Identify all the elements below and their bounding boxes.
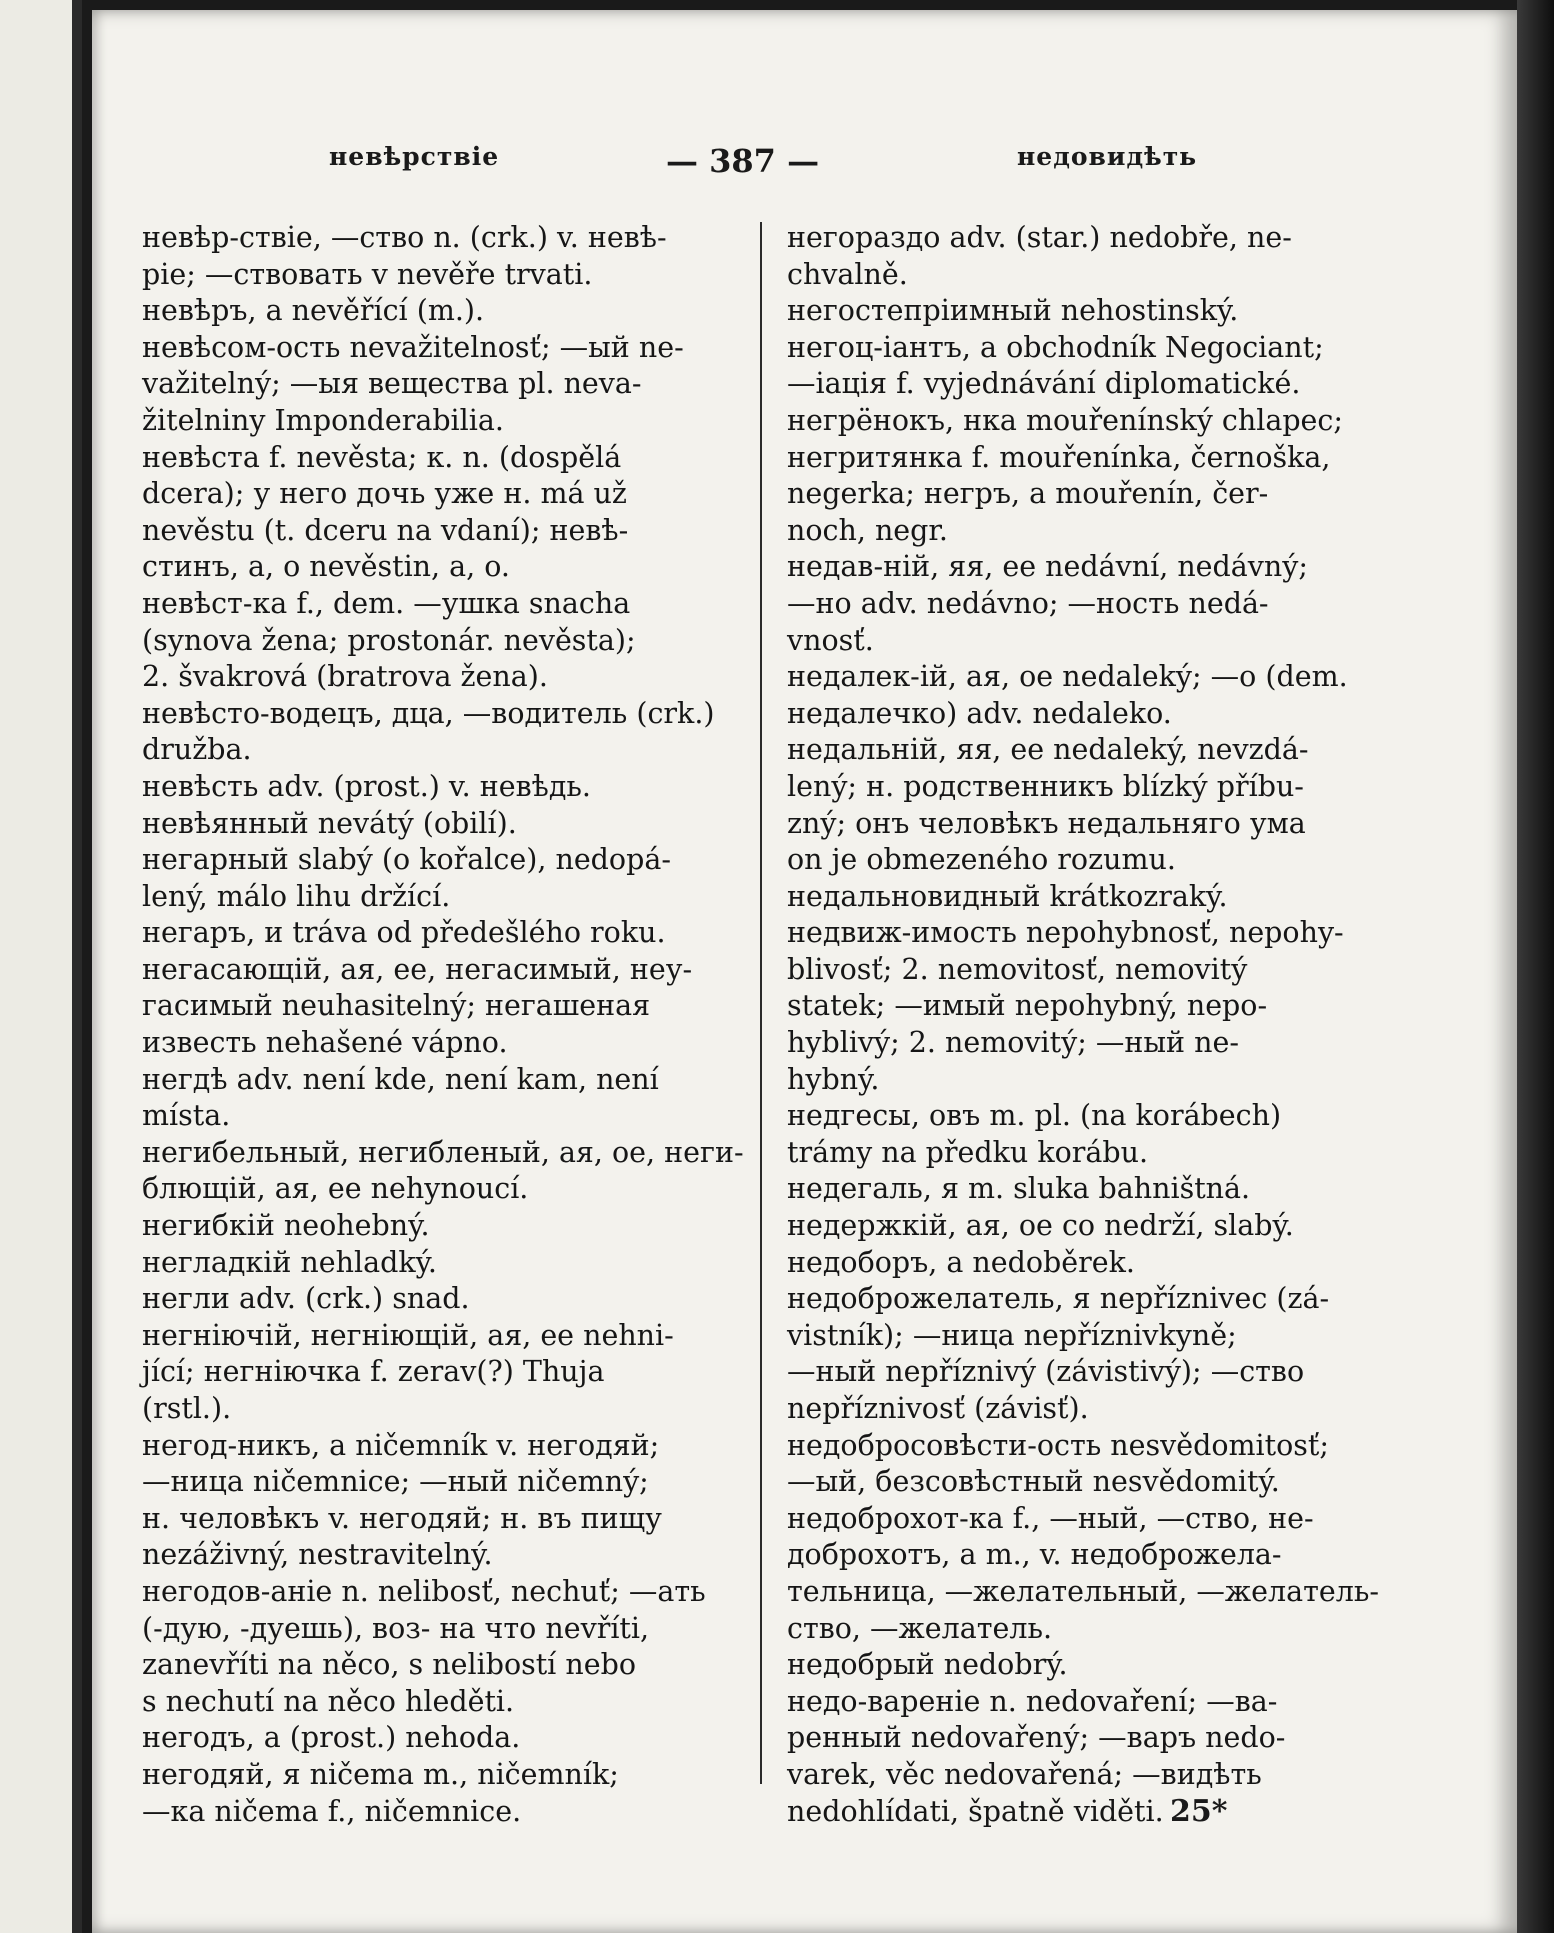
dictionary-entry (142, 293, 732, 330)
entry-line: негритянка f. mouřenínka, černoška, (787, 440, 1331, 474)
entry-line: —ница ničemnice; —ный ničemný; (142, 1465, 649, 1499)
entry-line: недалек-ій, ая, ое nedaleký; —о (dem. (787, 660, 1348, 694)
entry-line: негрёнокъ, нка mouřenínský chlapec; (787, 403, 1343, 437)
entry-line: trámy na předku korábu. (787, 1135, 1149, 1169)
dictionary-entry (787, 732, 1487, 878)
entry-line: nedohlídati, špatně viděti. (787, 1794, 1164, 1828)
dictionary-page (92, 10, 1517, 1933)
entry-line: негладкій nehladký. (142, 1245, 437, 1279)
entry-line: chvalně. (787, 257, 908, 291)
entry-line: on je obmezeného rozumu. (787, 843, 1176, 877)
dictionary-entry (787, 330, 1487, 403)
entry-line: —іація f. vyjednávání diplomatické. (787, 367, 1301, 401)
entry-line: недо-вареніе n. nedovaření; —ва- (787, 1684, 1278, 1718)
dictionary-entry (787, 1281, 1487, 1427)
entry-line: невѣр-ствіе, —ство n. (crk.) v. невѣ- (142, 221, 667, 254)
entry-line: недегаль, я m. sluka bahništná. (787, 1172, 1251, 1206)
dictionary-entry (142, 915, 732, 952)
entry-line: недобросовѣсти-ость nesvědomitosť; (787, 1428, 1329, 1462)
dictionary-entry (787, 659, 1487, 732)
dictionary-entry (787, 549, 1487, 659)
entry-line: (synova žena; prostonár. nevěsta); (142, 623, 636, 657)
entry-line: недоброжелатель, я nepříznivec (zá- (787, 1282, 1330, 1316)
running-header (92, 142, 1517, 182)
entry-line: —ка ničema f., ničemnice. (142, 1794, 522, 1828)
entry-line: негдѣ adv. není kde, není kam, není (142, 1062, 659, 1096)
dictionary-entry (142, 806, 732, 843)
entry-line: družba. (142, 733, 252, 767)
entry-line: недальновидный krátkozraký. (787, 879, 1228, 913)
entry-line: невѣянный nevátý (obilí). (142, 806, 517, 840)
entry-line: zný; онъ человѣкъ недальняго ума (787, 806, 1306, 840)
entry-line: недоброхот-ка f., —ный, —ство, не- (787, 1501, 1314, 1535)
entry-line: недав-ній, яя, ее nedávní, nedávný; (787, 550, 1308, 584)
dictionary-entry (142, 1062, 732, 1135)
dictionary-entry (142, 1135, 744, 1208)
dictionary-entry (142, 1757, 732, 1830)
entry-line: негораздо adv. (star.) nedobře, ne- (787, 221, 1292, 254)
entry-line: (-дую, -дуешь), воз- на что nevříti, (142, 1611, 650, 1645)
dictionary-entry (787, 915, 1487, 1098)
entry-line: s nechutí na něco hleděti. (142, 1684, 515, 1718)
entry-line: негарный slabý (o kořalce), nedopá- (142, 843, 671, 877)
left-column (142, 220, 744, 1830)
entry-line: невѣръ, a nevěřící (m.). (142, 294, 485, 328)
entry-line: негасающій, ая, ее, негасимый, неу- (142, 952, 693, 986)
dictionary-entry (142, 1281, 732, 1318)
entry-line: nepříznivosť (závisť). (787, 1392, 1089, 1425)
dictionary-entry (787, 1098, 1487, 1171)
entry-line: noch, negr. (787, 513, 948, 547)
scan-border (1517, 0, 1554, 1933)
entry-line: невѣсом-ость nevažitelnosť; —ый ne- (142, 330, 684, 364)
entry-line: недобрый nedobrý. (787, 1648, 1068, 1682)
entry-line: ство, —желатель. (787, 1611, 1053, 1645)
entry-line: hyblivý; 2. nemovitý; —ный ne- (787, 1026, 1239, 1060)
right-column (787, 220, 1487, 1830)
dictionary-entry (787, 1684, 1487, 1830)
entry-line: невѣсто-водецъ, дца, —водитель (crk.) (142, 696, 715, 730)
entry-line: недгесы, овъ m. pl. (na korábech) (787, 1099, 1282, 1133)
signature-mark: 25* (1170, 1794, 1228, 1829)
header-right-headword: недовидѣть (1017, 142, 1198, 171)
dictionary-entry (142, 1208, 732, 1245)
dictionary-entry (787, 1647, 1487, 1684)
dictionary-entry (142, 696, 732, 769)
entry-line: ренный nedovařený; —варъ nedo- (787, 1721, 1286, 1755)
dictionary-entry (142, 952, 732, 1062)
entry-line: nevěstu (t. dceru na vdaní); невѣ- (142, 513, 629, 547)
entry-line: —ый, безсовѣстный nesvědomitý. (787, 1465, 1280, 1499)
header-left-headword: невѣрствіе (329, 142, 500, 171)
entry-line: vnosť. (787, 623, 874, 657)
entry-line: негибкій neohebný. (142, 1209, 430, 1243)
entry-line: доброхотъ, a m., v. недоброжела- (787, 1538, 1282, 1572)
dictionary-entry (787, 1208, 1487, 1245)
dictionary-entry (142, 1428, 732, 1574)
entry-line: негли adv. (crk.) snad. (142, 1282, 470, 1316)
entry-line: žitelniny Imponderabilia. (142, 403, 504, 437)
entry-line: dcera); у него дочь уже н. má už (142, 477, 627, 511)
entry-line: негостепріимный nehostinský. (787, 294, 1239, 328)
entry-line: недоборъ, a nedoběrek. (787, 1245, 1135, 1279)
entry-line: невѣст-ка f., dem. —ушка snacha (142, 586, 631, 620)
entry-line: негоц-іантъ, a obchodník Negociant; (787, 330, 1324, 364)
entry-line: недалечко) adv. nedaleko. (787, 696, 1172, 730)
entry-line: blivosť; 2. nemovitosť, nemovitý (787, 952, 1248, 986)
entry-line: недвиж-имость nepohybnosť, nepohy- (787, 916, 1344, 950)
dictionary-entry (787, 1501, 1487, 1647)
entry-line: негод-никъ, a ničemník v. негодяй; (142, 1428, 660, 1462)
entry-line: pie; —ствовать v nevěře trvati. (142, 257, 593, 291)
entry-line: (rstl.). (142, 1392, 232, 1425)
entry-line: statek; —имый nepohybný, nepo- (787, 989, 1268, 1023)
dictionary-entry (142, 1245, 732, 1282)
page-number: — 387 — (666, 142, 820, 180)
dictionary-entry (787, 1428, 1487, 1501)
facing-page-edge (0, 0, 82, 1933)
dictionary-entry (787, 1245, 1487, 1282)
dictionary-entry (142, 220, 732, 293)
entry-line: негодяй, я ničema m., ničemník; (142, 1757, 619, 1791)
column-divider (760, 222, 762, 1784)
book-gutter (72, 0, 82, 1933)
entry-line: гасимый neuhasitelný; негашеная (142, 989, 651, 1023)
entry-line: —но adv. nedávno; —ность nedá- (787, 586, 1269, 620)
entry-line: негніючій, негніющій, ая, ее nehni- (142, 1318, 674, 1352)
entry-line: негодъ, a (prost.) nehoda. (142, 1721, 521, 1755)
entry-line: lený, málo lihu držící. (142, 879, 451, 913)
entry-line: 2. švakrová (bratrova žena). (142, 660, 548, 694)
entry-line: važitelný; —ыя вещества pl. neva- (142, 367, 642, 401)
dictionary-entry (787, 1171, 1487, 1208)
dictionary-entry (787, 293, 1487, 330)
dictionary-entry (142, 330, 732, 440)
entry-line: hybný. (787, 1062, 880, 1096)
dictionary-entry (142, 769, 732, 806)
entry-line: стинъ, а, о nevěstin, a, o. (142, 550, 510, 584)
entry-line: varek, věc nedovařená; —видѣть (787, 1757, 1262, 1791)
dictionary-entry (787, 879, 1487, 916)
entry-line: негодов-аніе n. nelibosť, nechuť; —ать (142, 1574, 706, 1608)
dictionary-entry (142, 586, 732, 696)
dictionary-entry (787, 440, 1487, 550)
dictionary-entry (142, 1574, 732, 1720)
entry-line: jící; негніючка f. zerav(?) Thuja (142, 1355, 605, 1389)
entry-line: н. человѣкъ v. негодяй; н. въ пищу (142, 1501, 662, 1535)
entry-line: недержкій, ая, ое co nedrží, slabý. (787, 1209, 1294, 1243)
entry-line: negerka; негръ, а mouřenín, čer- (787, 477, 1269, 511)
entry-line: místa. (142, 1099, 231, 1133)
entry-line: zanevříti na něco, s nelibostí nebo (142, 1648, 636, 1682)
dictionary-entry (142, 1318, 732, 1428)
entry-line: недальній, яя, ее nedaleký, nevzdá- (787, 733, 1309, 767)
entry-line: негибельный, негибленый, ая, ое, неги- (142, 1135, 744, 1169)
entry-line: невѣсть adv. (prost.) v. невѣдь. (142, 769, 591, 803)
entry-line: негаръ, и tráva od předešlého roku. (142, 916, 666, 950)
dictionary-entry (142, 842, 732, 915)
entry-line: nezáživný, nestravitelný. (142, 1538, 493, 1572)
entry-line: известь nehašené vápno. (142, 1026, 508, 1060)
dictionary-entry (787, 220, 1487, 293)
entry-line: невѣста f. nevěsta; к. n. (dospělá (142, 440, 622, 474)
entry-line: lený; н. родственникъ blízký příbu- (787, 769, 1304, 803)
dictionary-entry (142, 440, 732, 586)
entry-line: vistník); —ница nepříznivkyně; (787, 1318, 1237, 1352)
entry-line: блющій, ая, ее nehynoucí. (142, 1172, 529, 1206)
dictionary-entry (787, 403, 1487, 440)
dictionary-entry (142, 1720, 732, 1757)
entry-line: —ный nepříznivý (závistivý); —ство (787, 1355, 1305, 1389)
entry-line: тельница, —желательный, —желатель- (787, 1574, 1379, 1608)
